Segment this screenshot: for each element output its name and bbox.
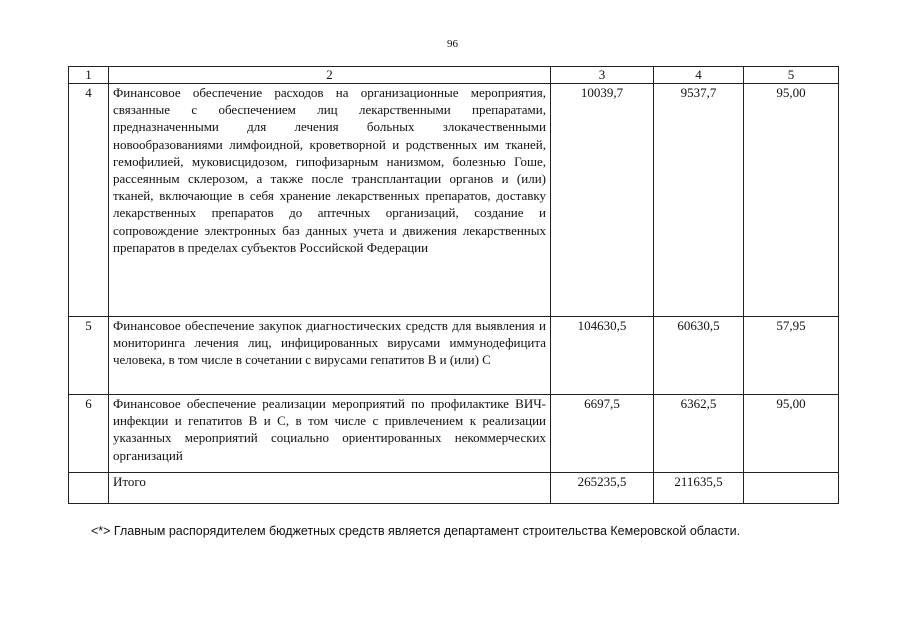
row-number: 6 — [69, 395, 109, 473]
footnote: <*> Главным распорядителем бюджетных средств является департамент строительства Кемеровской области. — [91, 524, 741, 538]
row-value-col4: 9537,7 — [654, 84, 744, 317]
row-value-col5: 57,95 — [744, 317, 839, 395]
header-col-3: 3 — [551, 67, 654, 84]
row-value-col4: 60630,5 — [654, 317, 744, 395]
table-row — [69, 395, 839, 473]
header-col-4: 4 — [654, 67, 744, 84]
budget-table — [68, 66, 839, 504]
header-col-2: 2 — [109, 67, 551, 84]
total-value-col4: 211635,5 — [654, 473, 744, 504]
row-value-col4: 6362,5 — [654, 395, 744, 473]
row-number: 4 — [69, 84, 109, 317]
row-description: Финансовое обеспечение закупок диагностических средств для выявления и мониторинга лечения лиц, инфицированных вирусами иммунодефицита человека, в том числе в сочетании с вирусами гепатитов B и (или) C — [109, 317, 551, 395]
total-value-col5 — [744, 473, 839, 504]
total-row — [69, 473, 839, 504]
row-value-col3: 10039,7 — [551, 84, 654, 317]
row-number: 5 — [69, 317, 109, 395]
row-value-col3: 6697,5 — [551, 395, 654, 473]
table-row — [69, 84, 839, 317]
header-col-5: 5 — [744, 67, 839, 84]
total-label: Итого — [109, 473, 551, 504]
row-description: Финансовое обеспечение расходов на организационные мероприятия, связанные с обеспечением лиц лекарственными препаратами, предназначенными для лечения больных злокачественными новообразованиями лимфоидной, кроветворной и родственных им тканей, гемофилией, муковисцидозом, гипофизарным нанизмом, болезнью Гоше, рассеянным склерозом, а также после трансплантации органов и (или) тканей, включающие в себя хранение лекарственных препаратов, доставку лекарственных препаратов до аптечных организаций, создание и сопровождение электронных баз данных учета и движения лекарственных препаратов в пределах субъектов Российской Федерации — [109, 84, 551, 317]
row-value-col3: 104630,5 — [551, 317, 654, 395]
table-row — [69, 317, 839, 395]
total-value-col3: 265235,5 — [551, 473, 654, 504]
row-value-col5: 95,00 — [744, 395, 839, 473]
row-value-col5: 95,00 — [744, 84, 839, 317]
table-header-row — [69, 67, 839, 84]
row-description: Финансовое обеспечение реализации мероприятий по профилактике ВИЧ-инфекции и гепатитов B и C, в том числе с привлечением к реализации указанных мероприятий социально ориентированных некоммерческих организаций — [109, 395, 551, 473]
header-col-1: 1 — [69, 67, 109, 84]
total-row-number — [69, 473, 109, 504]
page-number: 96 — [447, 38, 458, 50]
